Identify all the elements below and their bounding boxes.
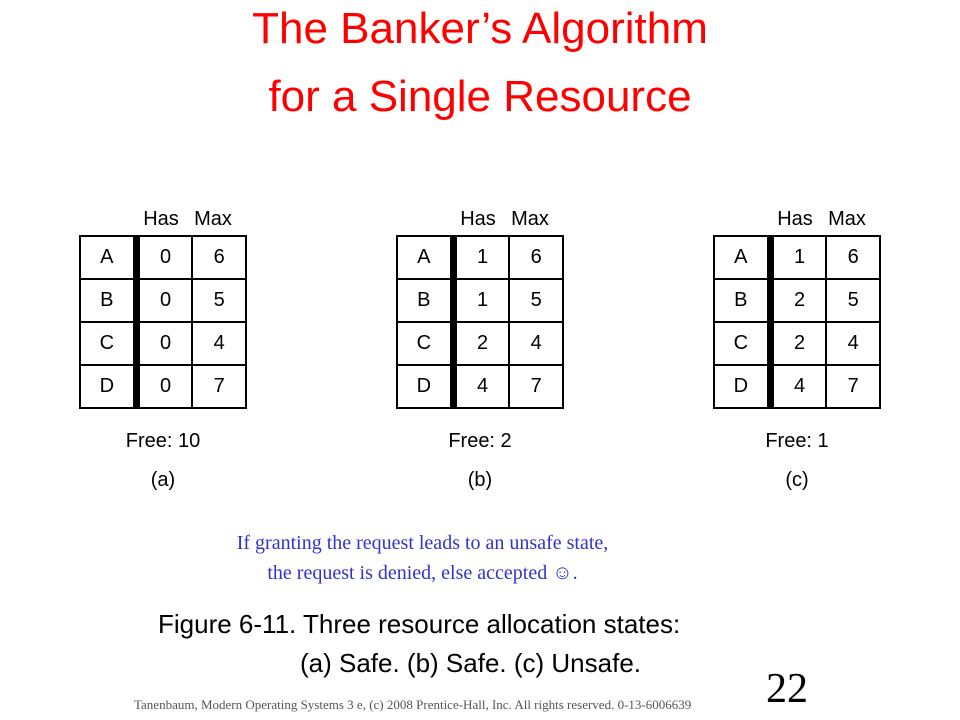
process-cell: A	[80, 236, 136, 279]
allocation-table-a	[79, 235, 247, 409]
slide-title-line-1: The Banker’s Algorithm	[252, 4, 708, 53]
has-cell: 0	[136, 322, 192, 365]
max-cell: 4	[826, 322, 880, 365]
process-cell: D	[80, 365, 136, 408]
table-row	[714, 236, 880, 279]
max-cell: 4	[509, 322, 563, 365]
column-headers	[396, 205, 564, 235]
table-row	[397, 365, 563, 408]
copyright-footer: Tanenbaum, Modern Operating Systems 3 e, (c) 2008 Prentice-Hall, Inc. All rights reserved. 0-13-6006639	[134, 697, 692, 712]
has-cell: 1	[453, 236, 509, 279]
figure-caption-line-1: Figure 6-11. Three resource allocation states:	[158, 609, 681, 639]
has-cell: 4	[770, 365, 826, 408]
header-has: Has	[460, 208, 496, 230]
has-cell: 0	[136, 365, 192, 408]
max-cell: 7	[509, 365, 563, 408]
state-label: (b)	[467, 469, 493, 491]
table-row	[80, 322, 246, 365]
max-cell: 4	[192, 322, 246, 365]
has-cell: 4	[453, 365, 509, 408]
process-cell: C	[80, 322, 136, 365]
process-cell: D	[714, 365, 770, 408]
table-row	[397, 322, 563, 365]
has-cell: 1	[770, 236, 826, 279]
state-b-panel	[396, 205, 564, 491]
table-row	[397, 236, 563, 279]
state-label: (c)	[785, 469, 809, 491]
process-cell: B	[397, 279, 453, 322]
max-cell: 5	[826, 279, 880, 322]
header-has: Has	[143, 208, 179, 230]
table-row	[80, 365, 246, 408]
max-cell: 7	[192, 365, 246, 408]
note-line-1: If granting the request leads to an unsafe state,	[236, 532, 609, 554]
table-row	[714, 279, 880, 322]
slide-title-line-2: for a Single Resource	[268, 72, 692, 121]
header-max: Max	[194, 208, 232, 230]
column-headers	[713, 205, 881, 235]
max-cell: 5	[192, 279, 246, 322]
has-cell: 0	[136, 279, 192, 322]
max-cell: 5	[509, 279, 563, 322]
table-row	[714, 365, 880, 408]
table-row	[80, 279, 246, 322]
column-headers	[79, 205, 247, 235]
process-cell: A	[397, 236, 453, 279]
state-c-panel	[713, 205, 881, 491]
header-max: Max	[828, 208, 866, 230]
process-cell: A	[714, 236, 770, 279]
page-number: 22	[766, 666, 808, 712]
process-cell: B	[80, 279, 136, 322]
process-cell: B	[714, 279, 770, 322]
state-label: (a)	[150, 469, 176, 491]
figure-caption-line-2: (a) Safe. (b) Safe. (c) Unsafe.	[300, 648, 642, 678]
has-cell: 2	[770, 322, 826, 365]
header-max: Max	[511, 208, 549, 230]
process-cell: C	[397, 322, 453, 365]
table-row	[397, 279, 563, 322]
allocation-table-c	[713, 235, 881, 409]
max-cell: 6	[826, 236, 880, 279]
free-count: Free: 1	[765, 430, 829, 452]
table-row	[80, 236, 246, 279]
has-cell: 2	[770, 279, 826, 322]
table-row	[714, 322, 880, 365]
free-count: Free: 10	[125, 430, 201, 452]
header-has: Has	[777, 208, 813, 230]
max-cell: 6	[509, 236, 563, 279]
allocation-table-b	[396, 235, 564, 409]
note-line-2: the request is denied, else accepted ☺.	[267, 562, 578, 584]
has-cell: 2	[453, 322, 509, 365]
free-count: Free: 2	[448, 430, 512, 452]
process-cell: C	[714, 322, 770, 365]
state-a-panel	[79, 205, 247, 491]
has-cell: 1	[453, 279, 509, 322]
has-cell: 0	[136, 236, 192, 279]
max-cell: 7	[826, 365, 880, 408]
process-cell: D	[397, 365, 453, 408]
max-cell: 6	[192, 236, 246, 279]
